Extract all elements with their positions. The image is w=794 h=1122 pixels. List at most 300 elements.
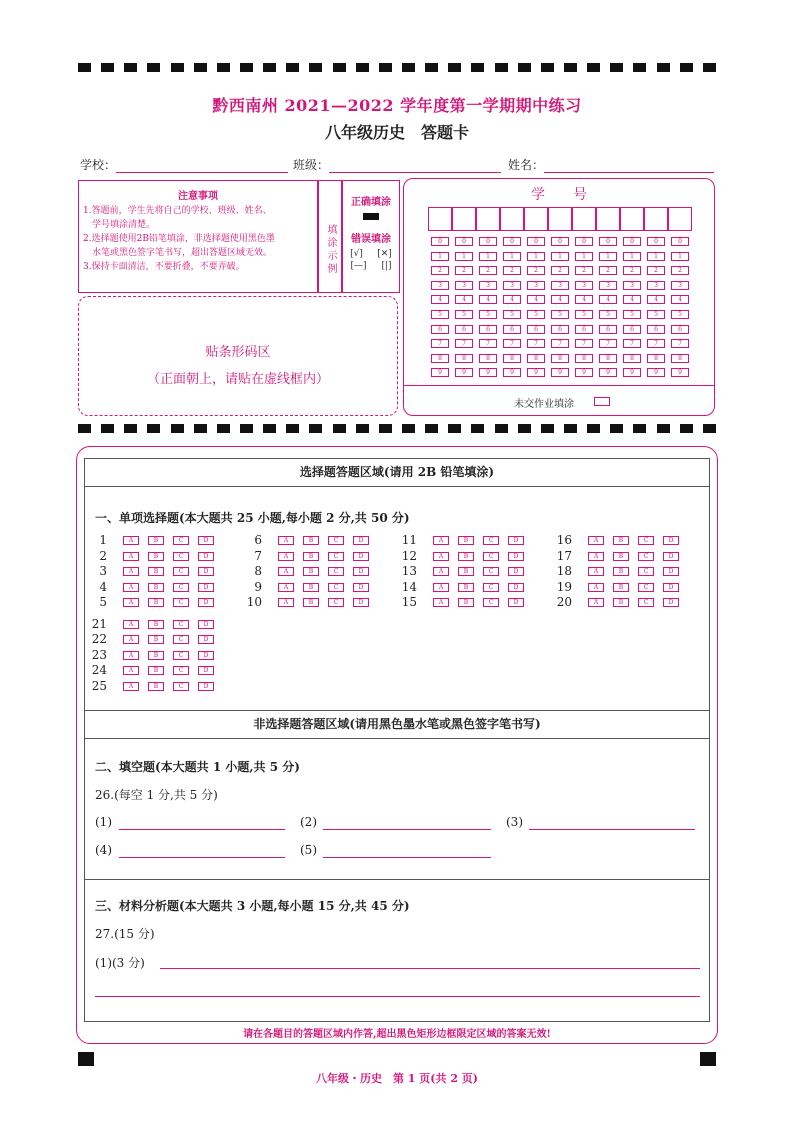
id-digit-bubble[interactable]: 2	[599, 266, 617, 275]
id-digit-bubble[interactable]: 7	[527, 339, 545, 348]
id-digit-bubble[interactable]: 9	[575, 368, 593, 377]
option-bubble-c[interactable]: C	[173, 682, 189, 691]
id-digit-bubble[interactable]: 7	[647, 339, 665, 348]
option-bubble-c[interactable]: C	[173, 620, 189, 629]
blank-4-label: (4)	[95, 843, 112, 857]
question-number: 15	[401, 595, 417, 609]
id-digit-bubble[interactable]: 5	[479, 310, 497, 319]
id-digit-bubble[interactable]: 3	[599, 281, 617, 290]
dash-segment	[610, 63, 623, 72]
id-digit-bubble[interactable]: 4	[455, 295, 473, 304]
option-bubble-a[interactable]: A	[278, 583, 294, 592]
id-digit-bubble[interactable]: 3	[671, 281, 689, 290]
option-bubble-d[interactable]: D	[198, 598, 214, 607]
id-digit-bubble[interactable]: 0	[455, 237, 473, 246]
absent-checkbox[interactable]	[594, 397, 610, 406]
dash-segment	[240, 424, 253, 433]
option-bubble-b[interactable]: B	[148, 598, 164, 607]
id-digit-bubble[interactable]: 1	[503, 252, 521, 261]
option-bubble-c[interactable]: C	[483, 598, 499, 607]
id-digit-bubble[interactable]: 1	[455, 252, 473, 261]
id-digit-bubble[interactable]: 0	[599, 237, 617, 246]
id-digit-bubble[interactable]: 5	[575, 310, 593, 319]
id-digit-bubble[interactable]: 6	[527, 325, 545, 334]
dash-segment	[495, 63, 508, 72]
option-bubble-a[interactable]: A	[123, 635, 139, 644]
option-bubble-c[interactable]: C	[638, 536, 654, 545]
option-bubble-c[interactable]: C	[638, 598, 654, 607]
q27-label: 27.(15 分)	[95, 927, 155, 941]
option-bubble-d[interactable]: D	[198, 583, 214, 592]
question-number: 17	[556, 548, 572, 563]
id-digit-bubble[interactable]: 8	[479, 354, 497, 363]
dash-segment	[309, 424, 322, 433]
option-bubble-a[interactable]: A	[588, 567, 604, 576]
wrong-fill-marks: [—] [|]	[350, 261, 392, 271]
notice-heading: 注意事项	[178, 191, 218, 202]
id-digit-bubble[interactable]: 3	[479, 281, 497, 290]
notice-item: 学号填涂清楚。	[83, 220, 156, 230]
dash-segment	[101, 63, 114, 72]
exam-title: 黔西南州 2021—2022 学年度第一学期期中练习	[212, 96, 582, 115]
id-digit-bubble[interactable]: 0	[647, 237, 665, 246]
option-bubble-d[interactable]: D	[198, 651, 214, 660]
option-bubble-a[interactable]: A	[588, 552, 604, 561]
dash-segment	[263, 63, 276, 72]
corner-mark	[78, 1052, 94, 1066]
id-digit-bubble[interactable]: 9	[431, 368, 449, 377]
dash-segment	[587, 63, 600, 72]
id-digit-bubble[interactable]: 3	[527, 281, 545, 290]
id-digit-box[interactable]	[524, 207, 548, 231]
blank-2-line[interactable]	[323, 829, 491, 830]
option-bubble-b[interactable]: B	[458, 552, 474, 561]
option-bubble-d[interactable]: D	[508, 567, 524, 576]
option-bubble-a[interactable]: A	[123, 552, 139, 561]
option-bubble-b[interactable]: B	[303, 552, 319, 561]
option-bubble-b[interactable]: B	[148, 567, 164, 576]
option-bubble-c[interactable]: C	[483, 536, 499, 545]
dash-segment	[541, 63, 554, 72]
option-bubble-d[interactable]: D	[663, 536, 679, 545]
option-bubble-a[interactable]: A	[588, 536, 604, 545]
option-bubble-a[interactable]: A	[588, 583, 604, 592]
id-digit-bubble[interactable]: 3	[431, 281, 449, 290]
id-digit-bubble[interactable]: 6	[671, 325, 689, 334]
option-bubble-a[interactable]: A	[278, 567, 294, 576]
id-digit-bubble[interactable]: 9	[671, 368, 689, 377]
option-bubble-c[interactable]: C	[638, 583, 654, 592]
option-bubble-b[interactable]: B	[458, 567, 474, 576]
dash-segment	[703, 63, 716, 72]
dash-segment	[171, 63, 184, 72]
id-digit-bubble[interactable]: 4	[599, 295, 617, 304]
option-bubble-d[interactable]: D	[198, 536, 214, 545]
option-bubble-b[interactable]: B	[148, 620, 164, 629]
id-digit-bubble[interactable]: 0	[431, 237, 449, 246]
id-digit-bubble[interactable]: 9	[551, 368, 569, 377]
option-bubble-d[interactable]: D	[198, 567, 214, 576]
dash-segment	[194, 63, 207, 72]
option-bubble-c[interactable]: C	[173, 666, 189, 675]
id-digit-bubble[interactable]: 1	[671, 252, 689, 261]
id-digit-bubble[interactable]: 0	[575, 237, 593, 246]
option-bubble-d[interactable]: D	[663, 598, 679, 607]
id-digit-bubble[interactable]: 6	[479, 325, 497, 334]
id-digit-box[interactable]	[620, 207, 644, 231]
option-bubble-a[interactable]: A	[123, 567, 139, 576]
option-bubble-d[interactable]: D	[198, 620, 214, 629]
id-digit-bubble[interactable]: 6	[623, 325, 641, 334]
id-digit-bubble[interactable]: 4	[431, 295, 449, 304]
id-digit-bubble[interactable]: 4	[503, 295, 521, 304]
blank-4-line[interactable]	[119, 857, 285, 858]
option-bubble-b[interactable]: B	[458, 598, 474, 607]
id-digit-bubble[interactable]: 7	[671, 339, 689, 348]
id-digit-bubble[interactable]: 8	[431, 354, 449, 363]
option-bubble-c[interactable]: C	[173, 598, 189, 607]
option-bubble-a[interactable]: A	[123, 583, 139, 592]
option-bubble-d[interactable]: D	[663, 583, 679, 592]
option-bubble-d[interactable]: D	[663, 567, 679, 576]
id-digit-bubble[interactable]: 5	[503, 310, 521, 319]
student-id-label: 学 号	[531, 187, 587, 203]
mid-dash-bar	[78, 424, 716, 434]
id-digit-bubble[interactable]: 2	[551, 266, 569, 275]
option-bubble-a[interactable]: A	[433, 552, 449, 561]
id-digit-bubble[interactable]: 1	[431, 252, 449, 261]
dash-segment	[379, 424, 392, 433]
barcode-area	[78, 296, 398, 416]
blank-5-line[interactable]	[323, 857, 491, 858]
id-digit-bubble[interactable]: 7	[551, 339, 569, 348]
option-bubble-d[interactable]: D	[353, 552, 369, 561]
option-bubble-c[interactable]: C	[328, 552, 344, 561]
id-digit-bubble[interactable]: 5	[647, 310, 665, 319]
id-digit-box[interactable]	[452, 207, 476, 231]
id-digit-bubble[interactable]: 2	[479, 266, 497, 275]
question-number: 10	[246, 595, 262, 609]
id-digit-bubble[interactable]: 2	[623, 266, 641, 275]
option-bubble-b[interactable]: B	[148, 666, 164, 675]
id-digit-bubble[interactable]: 7	[455, 339, 473, 348]
id-digit-bubble[interactable]: 7	[575, 339, 593, 348]
question-number: 8	[254, 564, 262, 578]
dash-segment	[333, 424, 346, 433]
id-digit-bubble[interactable]: 0	[503, 237, 521, 246]
id-digit-bubble[interactable]: 7	[599, 339, 617, 348]
question-number: 11	[401, 533, 417, 547]
notice-item: 3.保持卡面清洁，不要折叠，不要弄破。	[83, 262, 245, 272]
id-digit-bubble[interactable]: 0	[671, 237, 689, 246]
question-number: 25	[91, 678, 107, 693]
option-bubble-c[interactable]: C	[328, 598, 344, 607]
id-digit-bubble[interactable]: 8	[647, 354, 665, 363]
option-bubble-b[interactable]: B	[613, 552, 629, 561]
option-bubble-b[interactable]: B	[613, 583, 629, 592]
id-digit-bubble[interactable]: 7	[431, 339, 449, 348]
id-digit-bubble[interactable]: 0	[551, 237, 569, 246]
blank-5-label: (5)	[300, 843, 317, 857]
id-digit-bubble[interactable]: 4	[479, 295, 497, 304]
id-digit-box[interactable]	[596, 207, 620, 231]
id-digit-bubble[interactable]: 7	[623, 339, 641, 348]
blank-1-line[interactable]	[119, 829, 285, 830]
option-bubble-b[interactable]: B	[613, 567, 629, 576]
dash-segment	[564, 424, 577, 433]
dash-segment	[171, 424, 184, 433]
id-digit-bubble[interactable]: 8	[527, 354, 545, 363]
id-digit-bubble[interactable]: 9	[599, 368, 617, 377]
question-number: 14	[401, 579, 417, 594]
option-bubble-a[interactable]: A	[433, 583, 449, 592]
wrong-fill-label: 错误填涂	[351, 234, 391, 245]
id-digit-bubble[interactable]: 8	[671, 354, 689, 363]
id-digit-box[interactable]	[668, 207, 692, 231]
option-bubble-a[interactable]: A	[123, 598, 139, 607]
id-digit-bubble[interactable]: 4	[647, 295, 665, 304]
id-digit-bubble[interactable]: 2	[455, 266, 473, 275]
id-digit-bubble[interactable]: 9	[527, 368, 545, 377]
section3-title: 三、材料分析题(本大题共 3 小题,每小题 15 分,共 45 分)	[95, 899, 410, 913]
option-bubble-c[interactable]: C	[173, 651, 189, 660]
id-digit-bubble[interactable]: 5	[599, 310, 617, 319]
dash-segment	[101, 424, 114, 433]
option-bubble-b[interactable]: B	[148, 552, 164, 561]
id-digit-bubble[interactable]: 8	[551, 354, 569, 363]
section1-title: 一、单项选择题(本大题共 25 小题,每小题 2 分,共 50 分)	[95, 511, 410, 525]
dash-segment	[471, 424, 484, 433]
id-digit-bubble[interactable]: 5	[431, 310, 449, 319]
option-bubble-d[interactable]: D	[198, 666, 214, 675]
option-bubble-d[interactable]: D	[508, 552, 524, 561]
id-digit-bubble[interactable]: 1	[527, 252, 545, 261]
question-number: 20	[556, 595, 572, 609]
option-bubble-c[interactable]: C	[483, 567, 499, 576]
option-bubble-c[interactable]: C	[328, 536, 344, 545]
id-digit-bubble[interactable]: 8	[455, 354, 473, 363]
id-digit-bubble[interactable]: 5	[527, 310, 545, 319]
dash-segment	[333, 63, 346, 72]
id-digit-bubble[interactable]: 3	[503, 281, 521, 290]
option-bubble-a[interactable]: A	[123, 620, 139, 629]
id-digit-bubble[interactable]: 6	[599, 325, 617, 334]
option-bubble-a[interactable]: A	[588, 598, 604, 607]
id-digit-bubble[interactable]: 3	[575, 281, 593, 290]
option-bubble-a[interactable]: A	[123, 651, 139, 660]
id-digit-bubble[interactable]: 3	[551, 281, 569, 290]
id-digit-bubble[interactable]: 8	[623, 354, 641, 363]
option-bubble-b[interactable]: B	[303, 598, 319, 607]
id-digit-box[interactable]	[548, 207, 572, 231]
q27-answer-line[interactable]	[160, 968, 700, 969]
dash-segment	[610, 424, 623, 433]
question-number: 9	[254, 579, 262, 594]
option-bubble-a[interactable]: A	[123, 536, 139, 545]
top-dash-bar	[78, 63, 716, 73]
dash-segment	[587, 424, 600, 433]
id-digit-bubble[interactable]: 6	[551, 325, 569, 334]
option-bubble-a[interactable]: A	[123, 682, 139, 691]
option-bubble-b[interactable]: B	[303, 567, 319, 576]
q27-answer-line[interactable]	[95, 996, 700, 997]
option-bubble-c[interactable]: C	[173, 635, 189, 644]
id-digit-bubble[interactable]: 2	[671, 266, 689, 275]
id-digit-bubble[interactable]: 3	[647, 281, 665, 290]
option-bubble-d[interactable]: D	[198, 682, 214, 691]
id-digit-bubble[interactable]: 2	[575, 266, 593, 275]
id-digit-box[interactable]	[500, 207, 524, 231]
dash-segment	[379, 63, 392, 72]
id-digit-bubble[interactable]: 2	[431, 266, 449, 275]
question-number: 5	[99, 595, 107, 609]
id-digit-bubble[interactable]: 9	[503, 368, 521, 377]
id-digit-bubble[interactable]: 9	[479, 368, 497, 377]
id-digit-bubble[interactable]: 0	[527, 237, 545, 246]
id-digit-bubble[interactable]: 4	[575, 295, 593, 304]
id-digit-bubble[interactable]: 4	[623, 295, 641, 304]
id-digit-bubble[interactable]: 2	[527, 266, 545, 275]
id-digit-box[interactable]	[476, 207, 500, 231]
dash-segment	[518, 63, 531, 72]
option-bubble-c[interactable]: C	[328, 583, 344, 592]
id-digit-bubble[interactable]: 3	[455, 281, 473, 290]
id-digit-bubble[interactable]: 0	[623, 237, 641, 246]
id-digit-bubble[interactable]: 6	[431, 325, 449, 334]
id-digit-box[interactable]	[428, 207, 452, 231]
name-field[interactable]: 姓名：	[508, 156, 714, 173]
option-bubble-a[interactable]: A	[433, 536, 449, 545]
id-digit-bubble[interactable]: 5	[551, 310, 569, 319]
question-number: 22	[91, 632, 107, 646]
id-digit-bubble[interactable]: 4	[671, 295, 689, 304]
dash-segment	[356, 63, 369, 72]
question-number: 2	[99, 548, 107, 563]
id-digit-bubble[interactable]: 3	[623, 281, 641, 290]
id-digit-bubble[interactable]: 6	[647, 325, 665, 334]
option-bubble-c[interactable]: C	[483, 552, 499, 561]
option-bubble-a[interactable]: A	[433, 567, 449, 576]
option-bubble-d[interactable]: D	[508, 598, 524, 607]
id-digit-bubble[interactable]: 8	[599, 354, 617, 363]
id-digit-bubble[interactable]: 6	[503, 325, 521, 334]
option-bubble-b[interactable]: B	[148, 682, 164, 691]
option-bubble-a[interactable]: A	[278, 552, 294, 561]
student-id-panel	[403, 178, 715, 416]
id-digit-bubble[interactable]: 1	[479, 252, 497, 261]
blank-2-label: (2)	[300, 815, 317, 829]
dash-segment	[633, 424, 646, 433]
id-digit-bubble[interactable]: 9	[647, 368, 665, 377]
id-digit-bubble[interactable]: 6	[575, 325, 593, 334]
option-bubble-b[interactable]: B	[303, 536, 319, 545]
id-digit-bubble[interactable]: 5	[455, 310, 473, 319]
dash-segment	[657, 63, 670, 72]
option-bubble-d[interactable]: D	[353, 583, 369, 592]
dash-segment	[541, 424, 554, 433]
option-bubble-c[interactable]: C	[328, 567, 344, 576]
id-digit-bubble[interactable]: 0	[479, 237, 497, 246]
id-digit-box[interactable]	[644, 207, 668, 231]
id-digit-bubble[interactable]: 9	[455, 368, 473, 377]
option-bubble-a[interactable]: A	[278, 598, 294, 607]
class-field[interactable]: 班级：	[293, 156, 501, 173]
option-bubble-d[interactable]: D	[198, 635, 214, 644]
dash-segment	[448, 63, 461, 72]
option-bubble-c[interactable]: C	[173, 583, 189, 592]
dash-segment	[124, 424, 137, 433]
option-bubble-d[interactable]: D	[353, 598, 369, 607]
option-bubble-b[interactable]: B	[303, 583, 319, 592]
option-bubble-d[interactable]: D	[508, 583, 524, 592]
option-bubble-c[interactable]: C	[173, 567, 189, 576]
id-digit-bubble[interactable]: 6	[455, 325, 473, 334]
blank-3-line[interactable]	[529, 829, 695, 830]
option-bubble-b[interactable]: B	[148, 651, 164, 660]
id-digit-bubble[interactable]: 1	[647, 252, 665, 261]
id-digit-bubble[interactable]: 1	[599, 252, 617, 261]
option-bubble-b[interactable]: B	[458, 583, 474, 592]
id-digit-bubble[interactable]: 9	[623, 368, 641, 377]
option-bubble-d[interactable]: D	[353, 567, 369, 576]
option-bubble-b[interactable]: B	[148, 536, 164, 545]
id-digit-bubble[interactable]: 1	[551, 252, 569, 261]
question-number: 23	[91, 647, 107, 662]
id-digit-bubble[interactable]: 8	[503, 354, 521, 363]
option-bubble-c[interactable]: C	[173, 552, 189, 561]
notice-box	[78, 180, 318, 293]
option-bubble-b[interactable]: B	[613, 598, 629, 607]
dash-segment	[78, 424, 91, 433]
id-digit-bubble[interactable]: 4	[551, 295, 569, 304]
option-bubble-c[interactable]: C	[483, 583, 499, 592]
option-bubble-c[interactable]: C	[638, 552, 654, 561]
id-digit-bubble[interactable]: 7	[479, 339, 497, 348]
id-digit-bubble[interactable]: 1	[623, 252, 641, 261]
dash-segment	[402, 424, 415, 433]
option-bubble-d[interactable]: D	[353, 536, 369, 545]
fill-example-label: 填涂示例	[318, 180, 342, 293]
option-bubble-c[interactable]: C	[173, 536, 189, 545]
dash-segment	[402, 63, 415, 72]
id-digit-bubble[interactable]: 4	[527, 295, 545, 304]
option-bubble-c[interactable]: C	[638, 567, 654, 576]
option-bubble-b[interactable]: B	[148, 583, 164, 592]
id-digit-box[interactable]	[572, 207, 596, 231]
option-bubble-b[interactable]: B	[458, 536, 474, 545]
id-digit-bubble[interactable]: 5	[671, 310, 689, 319]
id-digit-bubble[interactable]: 1	[575, 252, 593, 261]
barcode-instruction: （正面朝上，请贴在虚线框内）	[146, 372, 329, 387]
option-bubble-d[interactable]: D	[663, 552, 679, 561]
id-digit-bubble[interactable]: 5	[623, 310, 641, 319]
option-bubble-a[interactable]: A	[123, 666, 139, 675]
option-bubble-b[interactable]: B	[613, 536, 629, 545]
school-field[interactable]: 学校：	[80, 156, 288, 173]
dash-segment	[240, 63, 253, 72]
option-bubble-b[interactable]: B	[148, 635, 164, 644]
option-bubble-a[interactable]: A	[278, 536, 294, 545]
option-bubble-a[interactable]: A	[433, 598, 449, 607]
id-digit-bubble[interactable]: 2	[647, 266, 665, 275]
fill-example-box	[342, 180, 400, 293]
id-digit-bubble[interactable]: 2	[503, 266, 521, 275]
option-bubble-d[interactable]: D	[198, 552, 214, 561]
option-bubble-d[interactable]: D	[508, 536, 524, 545]
id-digit-bubble[interactable]: 8	[575, 354, 593, 363]
dash-segment	[425, 424, 438, 433]
id-digit-bubble[interactable]: 7	[503, 339, 521, 348]
